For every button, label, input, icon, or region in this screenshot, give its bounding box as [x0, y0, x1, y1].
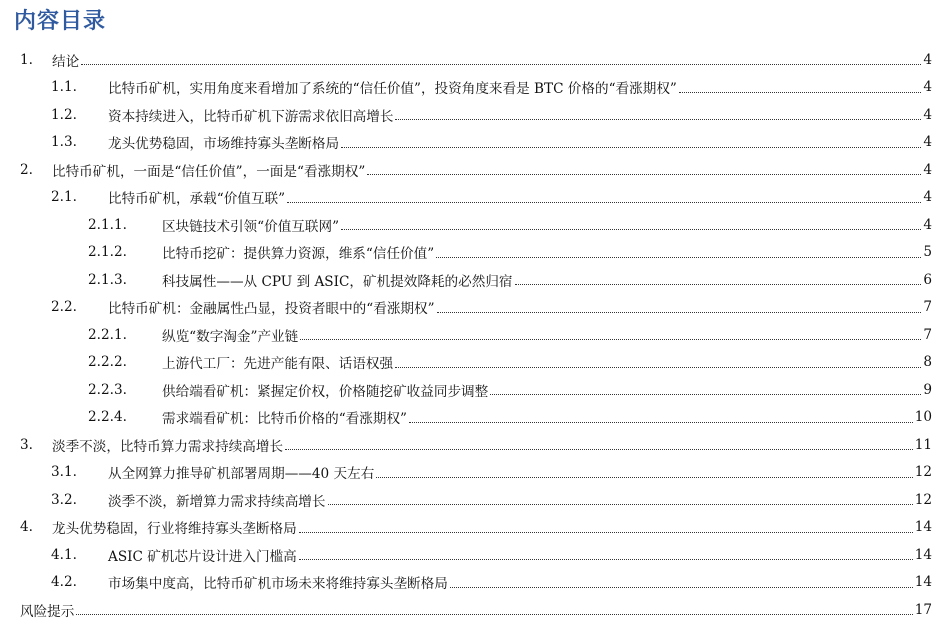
dot-leader — [437, 312, 922, 313]
toc-entry[interactable] — [0, 239, 949, 267]
toc-entry-title[interactable]: 淡季不淡，比特币算力需求持续高增长 — [52, 438, 284, 455]
dot-leader — [285, 449, 913, 450]
dot-leader — [395, 367, 921, 368]
toc-entry-page[interactable]: 17 — [914, 601, 932, 618]
toc-entry-title[interactable]: 从全网算力推导矿机部署周期——40 天左右 — [108, 466, 375, 483]
toc-entry-number: 1.3. — [51, 134, 77, 151]
dot-leader — [515, 284, 922, 285]
toc-entry[interactable] — [0, 184, 949, 212]
toc-entry-title[interactable]: ASIC 矿机芯片设计进入门槛高 — [108, 548, 297, 565]
toc-entry-number: 2. — [20, 161, 33, 178]
table-of-contents — [0, 46, 949, 624]
toc-entry[interactable] — [0, 514, 949, 542]
dot-leader — [367, 174, 921, 175]
toc-entry-title[interactable]: 市场集中度高，比特币矿机市场未来将维持寡头垄断格局 — [108, 576, 448, 593]
toc-entry-page[interactable]: 4 — [923, 189, 932, 206]
toc-entry-title[interactable]: 龙头优势稳固，市场维持寡头垄断格局 — [108, 136, 340, 153]
toc-entry-title[interactable]: 纵览“数字淘金”产业链 — [162, 328, 299, 345]
toc-entry-title[interactable]: 比特币矿机，承载“价值互联” — [108, 191, 286, 208]
dot-leader — [341, 147, 921, 148]
toc-entry[interactable] — [0, 541, 949, 569]
dot-leader — [409, 422, 913, 423]
toc-entry[interactable] — [0, 46, 949, 74]
dot-leader — [81, 64, 921, 65]
toc-entry-page[interactable]: 9 — [923, 381, 932, 398]
toc-entry-number: 2.2.1. — [88, 326, 127, 343]
toc-entry-page[interactable]: 4 — [923, 79, 932, 96]
dot-leader — [436, 257, 921, 258]
toc-entry-page[interactable]: 7 — [923, 326, 932, 343]
toc-entry-page[interactable]: 4 — [923, 161, 932, 178]
toc-entry-number: 3. — [20, 436, 33, 453]
toc-entry-title[interactable]: 上游代工厂：先进产能有限、话语权强 — [162, 356, 394, 373]
toc-entry-page[interactable]: 7 — [923, 299, 932, 316]
toc-entry-page[interactable]: 4 — [923, 134, 932, 151]
toc-entry-number: 2.1.2. — [88, 244, 127, 261]
toc-entry[interactable] — [0, 156, 949, 184]
toc-entry-number: 2.2.2. — [88, 354, 127, 371]
toc-entry-page[interactable]: 4 — [923, 106, 932, 123]
toc-entry[interactable] — [0, 74, 949, 102]
toc-entry-number: 4. — [20, 519, 33, 536]
toc-entry-page[interactable]: 12 — [914, 491, 932, 508]
toc-entry-page[interactable]: 14 — [914, 574, 932, 591]
toc-entry-title[interactable]: 科技属性——从 CPU 到 ASIC，矿机提效降耗的必然归宿 — [162, 273, 513, 290]
toc-entry-number: 1.1. — [51, 79, 77, 96]
toc-heading: 内容目录 — [14, 9, 107, 34]
toc-entry-page[interactable]: 4 — [923, 51, 932, 68]
dot-leader — [395, 119, 921, 120]
toc-entry-title[interactable]: 比特币挖矿：提供算力资源，维系“信任价值” — [162, 246, 435, 263]
toc-entry[interactable] — [0, 321, 949, 349]
toc-entry-number: 1. — [20, 51, 33, 68]
toc-entry-title[interactable]: 结论 — [52, 53, 80, 70]
toc-entry[interactable] — [0, 459, 949, 487]
toc-entry-title[interactable]: 淡季不淡，新增算力需求持续高增长 — [108, 493, 326, 510]
toc-entry-number: 2.1. — [51, 189, 77, 206]
toc-entry[interactable] — [0, 431, 949, 459]
toc-entry[interactable] — [0, 486, 949, 514]
toc-entry-title[interactable]: 资本持续进入，比特币矿机下游需求依旧高增长 — [108, 108, 394, 125]
dot-leader — [299, 532, 913, 533]
toc-entry[interactable] — [0, 129, 949, 157]
toc-entry[interactable] — [0, 404, 949, 432]
toc-entry-page[interactable]: 6 — [923, 271, 932, 288]
dot-leader — [679, 92, 921, 93]
toc-entry-number: 2.1.3. — [88, 271, 127, 288]
toc-entry-page[interactable]: 5 — [923, 244, 932, 261]
toc-entry-page[interactable]: 14 — [914, 546, 932, 563]
toc-entry[interactable] — [0, 266, 949, 294]
toc-entry-title[interactable]: 区块链技术引领“价值互联网” — [162, 218, 340, 235]
toc-entry[interactable] — [0, 101, 949, 129]
toc-entry[interactable] — [0, 294, 949, 322]
toc-entry[interactable] — [0, 596, 949, 624]
toc-entry-page[interactable]: 10 — [914, 409, 932, 426]
toc-entry-page[interactable]: 8 — [923, 354, 932, 371]
toc-entry-number: 2.2. — [51, 299, 77, 316]
toc-entry-number: 4.1. — [51, 546, 77, 563]
toc-entry-number: 2.2.4. — [88, 409, 127, 426]
toc-entry-page[interactable]: 12 — [914, 464, 932, 481]
toc-entry-title[interactable]: 供给端看矿机：紧握定价权，价格随挖矿收益同步调整 — [162, 383, 489, 400]
toc-entry-number: 4.2. — [51, 574, 77, 591]
toc-entry-title[interactable]: 龙头优势稳固，行业将维持寡头垄断格局 — [52, 521, 297, 538]
toc-entry-title[interactable]: 比特币矿机：金融属性凸显，投资者眼中的“看涨期权” — [108, 301, 435, 318]
toc-entry-number: 3.1. — [51, 464, 77, 481]
dot-leader — [328, 504, 913, 505]
toc-entry-number: 1.2. — [51, 106, 77, 123]
toc-entry-number: 2.2.3. — [88, 381, 127, 398]
dot-leader — [287, 202, 921, 203]
dot-leader — [300, 339, 921, 340]
toc-entry[interactable] — [0, 349, 949, 377]
dot-leader — [341, 229, 921, 230]
toc-entry-title[interactable]: 比特币矿机，一面是“信任价值”，一面是“看涨期权” — [52, 163, 366, 180]
toc-entry-number: 2.1.1. — [88, 216, 127, 233]
toc-entry-title[interactable]: 风险提示 — [20, 603, 75, 620]
dot-leader — [299, 559, 913, 560]
dot-leader — [76, 614, 912, 615]
toc-entry-number: 3.2. — [51, 491, 77, 508]
dot-leader — [376, 477, 912, 478]
toc-entry-page[interactable]: 14 — [914, 519, 932, 536]
toc-entry[interactable] — [0, 376, 949, 404]
toc-entry-title[interactable]: 需求端看矿机：比特币价格的“看涨期权” — [162, 411, 407, 428]
toc-entry-title[interactable]: 比特币矿机，实用角度来看增加了系统的“信任价值”，投资角度来看是 BTC 价格的“看涨期权” — [108, 81, 677, 98]
toc-entry[interactable] — [0, 569, 949, 597]
toc-entry-page[interactable]: 4 — [923, 216, 932, 233]
toc-entry-page[interactable]: 11 — [914, 436, 932, 453]
toc-entry[interactable] — [0, 211, 949, 239]
dot-leader — [450, 587, 913, 588]
dot-leader — [490, 394, 921, 395]
